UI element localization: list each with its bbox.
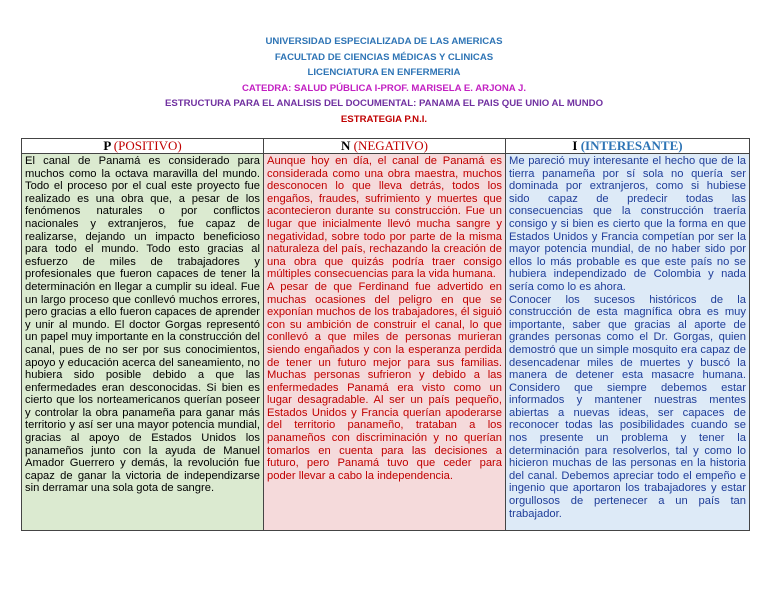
- column-letter: I: [572, 138, 581, 153]
- column-header-positive: [22, 139, 264, 154]
- university-name: UNIVERSIDAD ESPECIALIZADA DE LAS AMERICAS: [265, 36, 503, 47]
- positive-text: El canal de Panamá es considerado para muchos como la octava maravilla del mundo. Todo el proceso por el cual este proyecto fue realizado es una obra que, a pesar de los fenómenos naturales o por conflictos nacionales y extranjeros, fue capaz de realizarse, dejando un impacto beneficioso para todo el mundo. Todo esto gracias al esfuerzo de miles de trabajadores y profesionales que fueron capaces de tener la determinación en llegar a cumplir su ideal. Fue un largo proceso que conllevó muchos errores, pero gracias a ello fueron capaces de aprender y unir al mundo. El doctor Gorgas representó un papel muy importante en la construcción del canal, pues de no ser por sus conocimientos, apoyo y educación acerca del saneamiento, no hubiera sido posible debido a que las enfermedades eran desconocidas. Si bien es cierto que los norteamericanos querían poseer y controlar la obra panameña para ganar más territorio y así ser una mayor potencia mundial, gracias al apoyo de Estados Unidos los panameños junto con la ayuda de Manuel Amador Guerrero y demás, la revolución fue capaz de ganar la victoria de independizarse sin derramar una sola gota de sangre.: [25, 155, 260, 495]
- column-header-negative: [264, 139, 506, 154]
- column-label: (NEGATIVO): [353, 138, 428, 153]
- column-header-interesting: [506, 139, 750, 154]
- negative-text: Aunque hoy en día, el canal de Panamá es considerada como una obra maestra, muchos desconocen lo que lleva detrás, todos los engaños, fraudes, sufrimiento y muertes que acontecieron durante su construcción. Fue un lugar que inicialmente llevó mucha sangre y negatividad, sobre todo por parte de la misma naturaleza del país, rechazando la creación de una obra que quizás podría traer consigo múltiples consecuencias para la vida humana.: [267, 155, 502, 281]
- column-label: (POSITIVO): [113, 138, 182, 153]
- pni-table: [21, 138, 750, 531]
- interesting-text: Me pareció muy interesante el hecho que de la tierra panameña por sí sola no quería ser dominada por extranjeros, como si hubiese sido capaz de predecir todas las consecuencias que la construcción traería consigo y si bien es cierto que la forma en que Estados Unidos y Francia competían por ser la mayor potencia mundial, de no haber sido por ellos lo más probable es que este país no se hubiera independizado de Colombia y nada sería como lo es ahora.: [509, 155, 746, 293]
- pni-content-row: [22, 154, 750, 531]
- positive-cell: [22, 154, 264, 531]
- degree-name: LICENCIATURA EN ENFERMERIA: [307, 67, 461, 79]
- document-header: [0, 34, 768, 128]
- faculty-name: FACULTAD DE CIENCIAS MÉDICAS Y CLINICAS: [274, 51, 494, 63]
- interesting-cell: [506, 154, 750, 531]
- column-letter: N: [340, 138, 354, 153]
- strategy-title: ESTRATEGIA P.N.I.: [340, 113, 428, 125]
- document-subject: ESTRUCTURA PARA EL ANALISIS DEL DOCUMENTAL: PANAMA EL PAIS QUE UNIO AL MUNDO: [164, 98, 604, 110]
- negative-text-2: A pesar de que Ferdinand fue advertido en muchas ocasiones del peligro en que se exponían muchos de los trabajadores, él siguió con su ambición de construir el canal, lo que conllevó a que miles de personas murieran siendo engañados y con la esperanza perdida de tener un futuro mejor para sus familias. Muchas personas sufrieron y debido a las enfermedades Panamá era visto como un lugar desagradable. Al ser un país pequeño, Estados Unidos y Francia querían apoderarse del territorio panameño, trataban a los panameños con discriminación y no querían tomarlos en cuenta para las decisiones a futuro, pero Panamá tuvo que ceder para poder llevar a cabo la independencia.: [267, 280, 502, 482]
- column-letter: P: [103, 138, 114, 153]
- course-professor: CATEDRA: SALUD PÚBLICA I-PROF. MARISELA E. ARJONA J.: [241, 82, 527, 94]
- negative-cell: [264, 154, 506, 531]
- column-label: (INTERESANTE): [580, 138, 683, 153]
- pni-header-row: [22, 139, 750, 154]
- interesting-text-2: Conocer los sucesos históricos de la construcción de esta magnífica obra es muy importante, saber que gracias al aporte de grandes personas como el Dr. Gorgas, quien demostró que un simple mosquito era capaz de desencadenar miles de muertes y buscó la manera de detener esta masacre humana. Considero que siempre debemos estar informados y mantener nuestras mentes abiertas a nuevas ideas, ser capaces de reconocer todas las posibilidades cuando se nos presente un problema y tener la determinación para resolverlos, tal y como lo hicieron muchas de las personas en la historia del canal. Debemos apreciar todo el empeño e ingenio que aportaron los trabajadores y estar orgullosos de pertenecer a un país tan trabajador.: [509, 293, 746, 520]
